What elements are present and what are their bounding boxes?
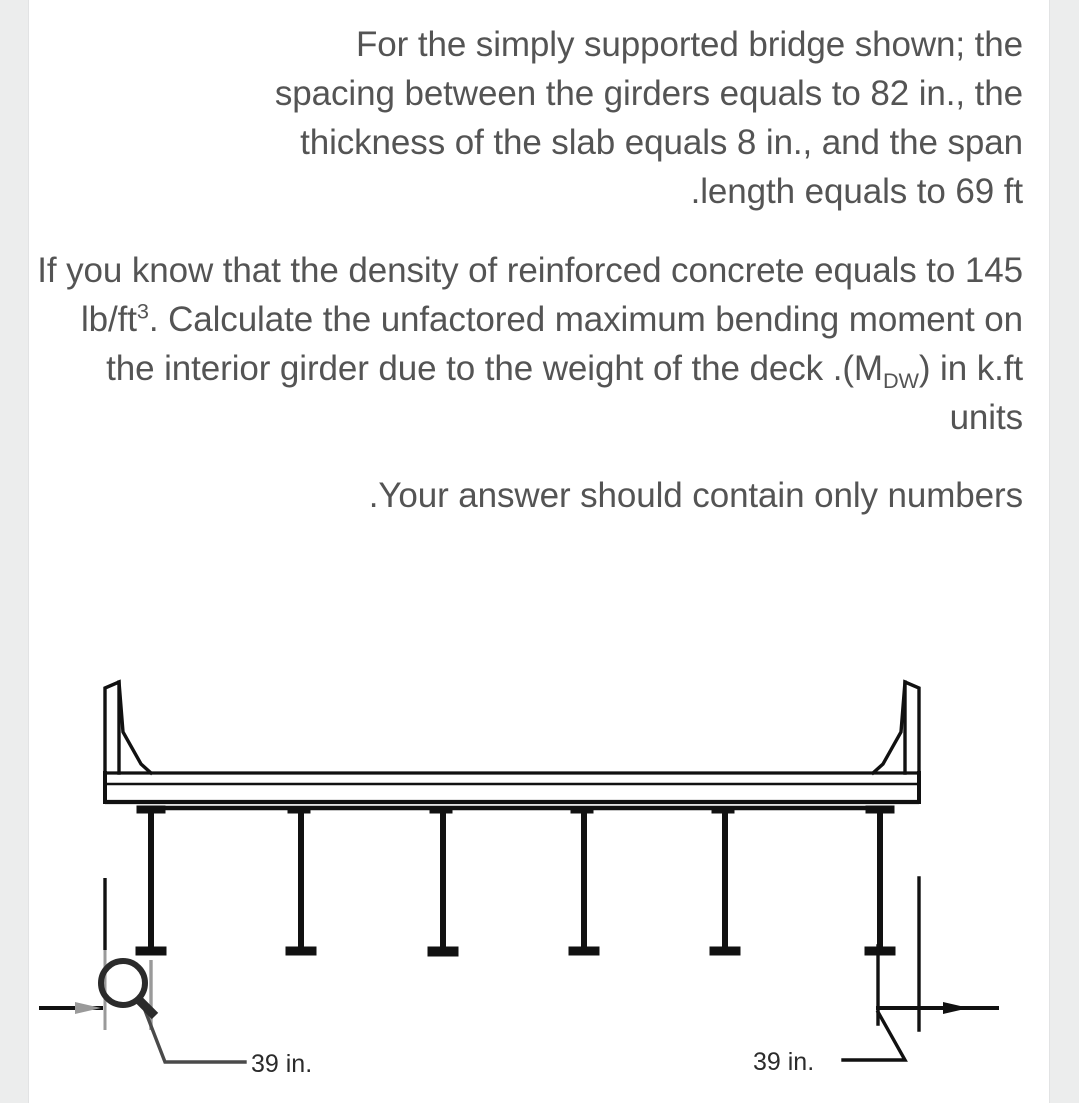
right-overhang-label: 39 in. (753, 1048, 815, 1076)
left-barrier-slope (119, 682, 151, 773)
density-exponent: 3 (136, 298, 149, 324)
paragraph-1-line-4: .length equals to 69 ft (690, 172, 1023, 211)
moment-subscript: DW (882, 368, 919, 393)
girder-group (136, 806, 895, 956)
paragraph-2-segment-3: ) in k.ft units (918, 349, 1033, 437)
girder-6 (865, 806, 895, 955)
bridge-cross-section-figure (57, 620, 1079, 1078)
paragraph-1-line-1: For the simply supported bridge shown; the (356, 25, 1023, 64)
girder-1-web (149, 808, 154, 951)
left-dimension-arrow (39, 1002, 103, 1014)
question-paragraph-3 (29, 442, 1051, 520)
girder-5-bottom-flange (710, 947, 740, 955)
girder-6-top-flange (866, 806, 894, 813)
girder-4-bottom-flange (569, 947, 599, 955)
girder-2 (286, 808, 316, 955)
girder-3 (428, 808, 458, 956)
right-leader-path (843, 1012, 905, 1060)
magnifier-icon (101, 961, 155, 1016)
paragraph-1-line-2: spacing between the girders equals to 82 in., the (274, 74, 1023, 113)
girder-3-web (441, 810, 446, 951)
girder-4-top-flange (571, 808, 593, 813)
girder-2-bottom-flange (286, 947, 316, 955)
girder-4-web (582, 810, 587, 951)
right-leader-line (843, 1012, 905, 1060)
girder-1-bottom-flange (136, 947, 166, 955)
question-paragraph-2 (29, 216, 1051, 442)
girder-2-web (299, 810, 304, 951)
left-arrow-head (75, 1002, 101, 1014)
magnifier-lens (101, 961, 145, 1005)
girder-5-top-flange (712, 808, 734, 813)
answer-instruction: .Your answer should contain only numbers (368, 476, 1023, 515)
left-leader-path (141, 1000, 245, 1062)
question-paragraph-1 (29, 0, 1051, 216)
girder-5-web (723, 810, 728, 951)
left-overhang-label: 39 in. (251, 1050, 313, 1078)
paragraph-2-segment-2: . Calculate the unfactored maximum bending moment on the interior girder due to the weight of the deck .(M (106, 300, 1033, 388)
girder-3-top-flange (430, 808, 452, 813)
right-overhang-dimension (878, 878, 997, 1030)
paragraph-1-line-3: thickness of the slab equals 8 in., and the span (300, 123, 1023, 162)
question-sheet (28, 0, 1050, 1103)
left-leader-line (141, 1000, 245, 1062)
question-content (29, 0, 1051, 520)
girder-4 (569, 808, 599, 955)
right-dimension-arrow (943, 1002, 969, 1014)
girder-5 (710, 808, 740, 955)
girder-1 (136, 806, 166, 955)
paragraph-2-segment-1: If you know that the density of reinforced concrete equals to 145 lb/ft (37, 251, 1033, 339)
girder-6-bottom-flange (865, 947, 895, 955)
bridge-diagram-svg (57, 620, 1079, 1078)
girder-6-web (878, 808, 883, 951)
right-barrier-slope (873, 682, 905, 773)
girder-2-top-flange (288, 808, 310, 813)
girder-1-top-flange (137, 806, 165, 813)
deck-slab (105, 773, 919, 802)
right-arrow-head (943, 1002, 969, 1014)
girder-3-bottom-flange (428, 947, 458, 956)
